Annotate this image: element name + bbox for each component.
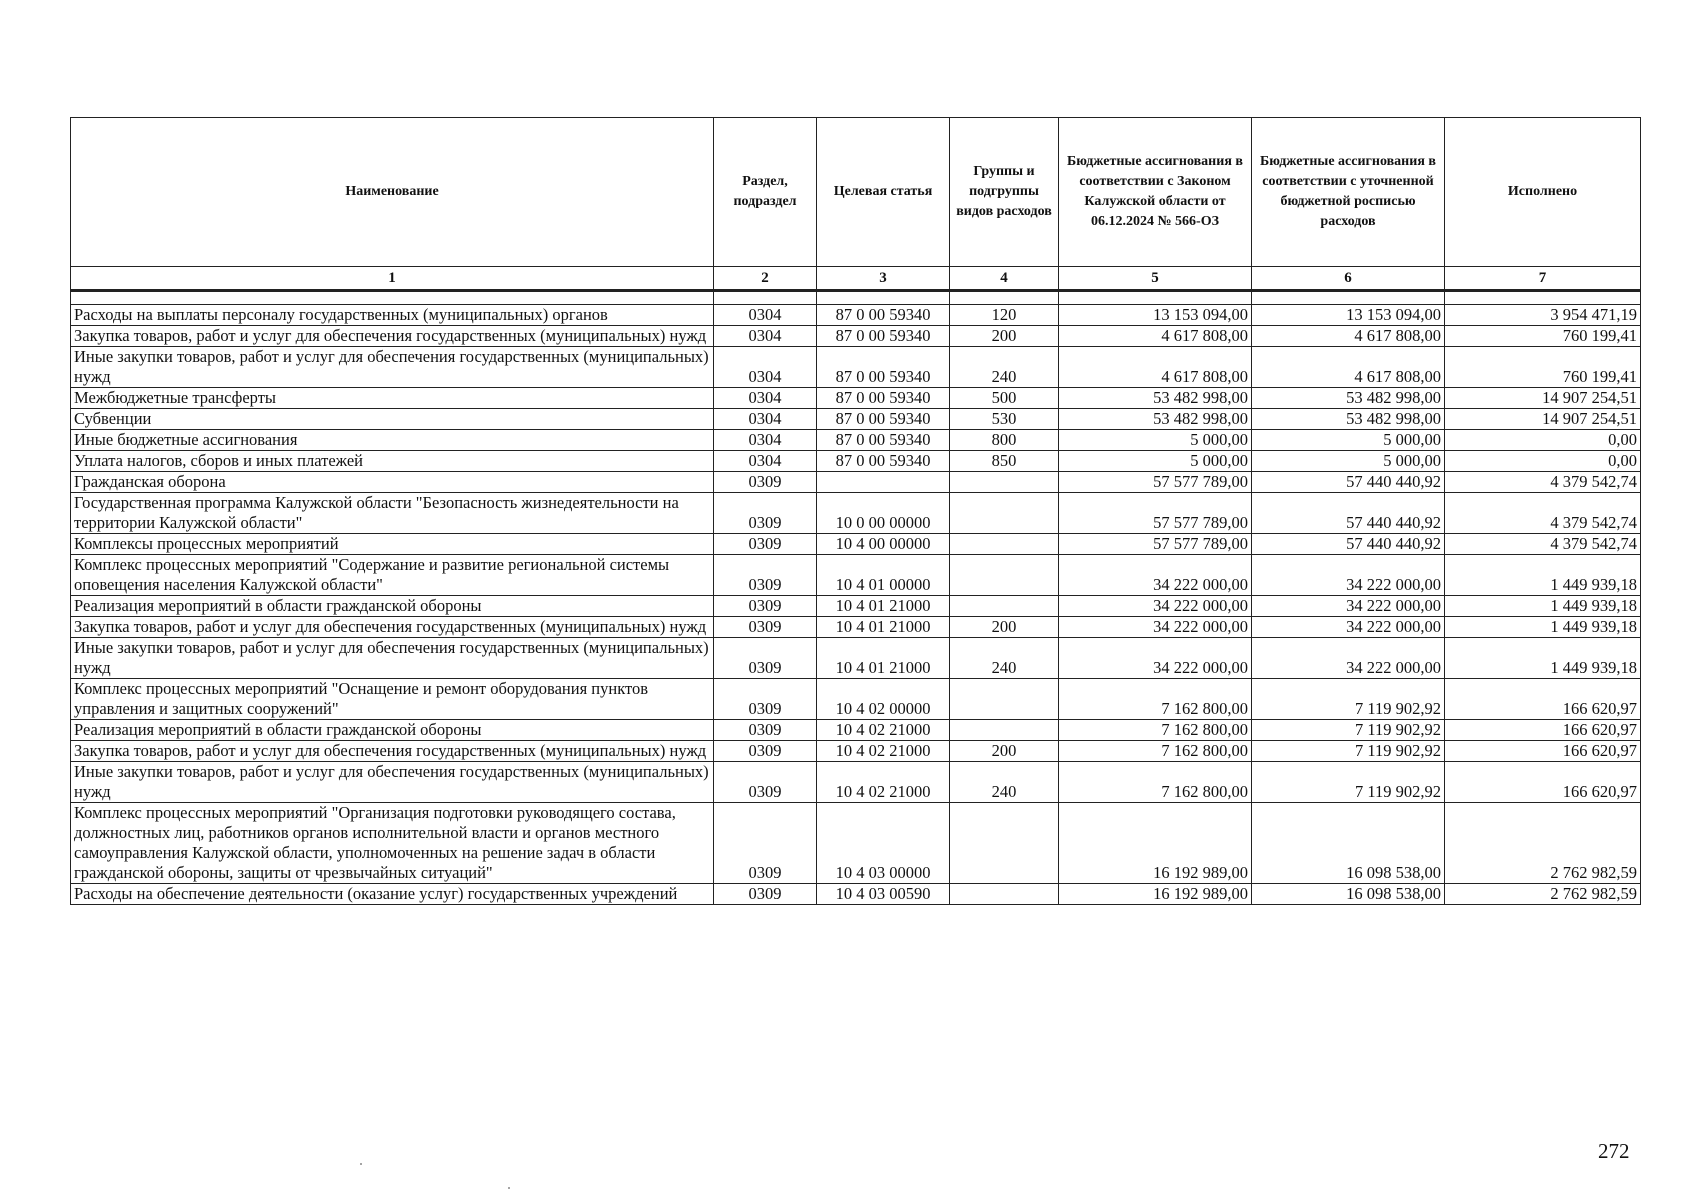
cell-refined-allocation: 57 440 440,92	[1252, 472, 1445, 493]
cell-name: Межбюджетные трансферты	[71, 388, 714, 409]
cell-expense-group: 120	[950, 305, 1059, 326]
cell-section: 0309	[714, 534, 817, 555]
cell-expense-group: 240	[950, 762, 1059, 803]
header-executed: Исполнено	[1445, 118, 1641, 267]
cell-executed: 166 620,97	[1445, 679, 1641, 720]
table-row	[71, 430, 1641, 451]
cell-section: 0304	[714, 430, 817, 451]
cell-target-article: 87 0 00 59340	[817, 326, 950, 347]
cell-expense-group: 200	[950, 617, 1059, 638]
cell-section: 0304	[714, 388, 817, 409]
cell-law-allocation: 34 222 000,00	[1059, 617, 1252, 638]
cell-law-allocation: 7 162 800,00	[1059, 679, 1252, 720]
cell-name: Реализация мероприятий в области гражданской обороны	[71, 596, 714, 617]
cell-executed: 14 907 254,51	[1445, 388, 1641, 409]
cell-refined-allocation: 53 482 998,00	[1252, 388, 1445, 409]
cell-target-article: 10 4 02 21000	[817, 720, 950, 741]
cell-expense-group	[950, 493, 1059, 534]
scan-speck	[508, 1187, 510, 1189]
cell-law-allocation: 53 482 998,00	[1059, 388, 1252, 409]
cell-target-article: 87 0 00 59340	[817, 430, 950, 451]
column-number-row	[71, 267, 1641, 291]
cell-executed: 760 199,41	[1445, 326, 1641, 347]
cell-executed: 760 199,41	[1445, 347, 1641, 388]
cell-refined-allocation: 34 222 000,00	[1252, 638, 1445, 679]
cell-name: Государственная программа Калужской области "Безопасность жизнедеятельности на территории Калужской области"	[71, 493, 714, 534]
cell-executed: 1 449 939,18	[1445, 596, 1641, 617]
cell-section: 0304	[714, 409, 817, 430]
column-number: 1	[71, 267, 714, 291]
cell-target-article: 10 0 00 00000	[817, 493, 950, 534]
cell-refined-allocation: 57 440 440,92	[1252, 534, 1445, 555]
cell-law-allocation: 34 222 000,00	[1059, 596, 1252, 617]
cell-refined-allocation: 5 000,00	[1252, 430, 1445, 451]
cell-section: 0304	[714, 326, 817, 347]
table-row	[71, 720, 1641, 741]
column-number: 6	[1252, 267, 1445, 291]
cell-executed: 3 954 471,19	[1445, 305, 1641, 326]
cell-refined-allocation: 4 617 808,00	[1252, 326, 1445, 347]
cell-section: 0309	[714, 617, 817, 638]
cell-refined-allocation: 4 617 808,00	[1252, 347, 1445, 388]
cell-section: 0309	[714, 472, 817, 493]
cell-refined-allocation: 7 119 902,92	[1252, 762, 1445, 803]
table-row	[71, 409, 1641, 430]
cell-expense-group: 800	[950, 430, 1059, 451]
cell-expense-group	[950, 803, 1059, 884]
cell-refined-allocation: 7 119 902,92	[1252, 720, 1445, 741]
cell-executed: 2 762 982,59	[1445, 884, 1641, 905]
cell-refined-allocation: 16 098 538,00	[1252, 803, 1445, 884]
cell-law-allocation: 7 162 800,00	[1059, 741, 1252, 762]
cell-expense-group	[950, 596, 1059, 617]
cell-target-article: 10 4 01 21000	[817, 596, 950, 617]
cell-name: Закупка товаров, работ и услуг для обеспечения государственных (муниципальных) нужд	[71, 617, 714, 638]
cell-target-article: 87 0 00 59340	[817, 451, 950, 472]
cell-expense-group: 530	[950, 409, 1059, 430]
table-row	[71, 803, 1641, 884]
cell-refined-allocation: 57 440 440,92	[1252, 493, 1445, 534]
table-row	[71, 451, 1641, 472]
table-row	[71, 596, 1641, 617]
cell-law-allocation: 57 577 789,00	[1059, 534, 1252, 555]
cell-law-allocation: 16 192 989,00	[1059, 803, 1252, 884]
cell-expense-group: 240	[950, 638, 1059, 679]
cell-executed: 4 379 542,74	[1445, 472, 1641, 493]
cell-section: 0309	[714, 720, 817, 741]
cell-executed: 4 379 542,74	[1445, 493, 1641, 534]
cell-section: 0309	[714, 638, 817, 679]
column-number: 7	[1445, 267, 1641, 291]
header-target-article: Целевая статья	[817, 118, 950, 267]
cell-law-allocation: 16 192 989,00	[1059, 884, 1252, 905]
table-row	[71, 347, 1641, 388]
cell-executed: 1 449 939,18	[1445, 638, 1641, 679]
cell-expense-group	[950, 884, 1059, 905]
cell-target-article: 10 4 02 21000	[817, 762, 950, 803]
header-expense-group: Группы и подгруппы видов расходов	[950, 118, 1059, 267]
cell-section: 0309	[714, 596, 817, 617]
table-row	[71, 617, 1641, 638]
cell-executed: 1 449 939,18	[1445, 555, 1641, 596]
cell-law-allocation: 13 153 094,00	[1059, 305, 1252, 326]
cell-refined-allocation: 53 482 998,00	[1252, 409, 1445, 430]
cell-section: 0309	[714, 555, 817, 596]
cell-name: Комплекс процессных мероприятий "Содержание и развитие региональной системы оповещения населения Калужской области"	[71, 555, 714, 596]
cell-section: 0309	[714, 884, 817, 905]
cell-name: Закупка товаров, работ и услуг для обеспечения государственных (муниципальных) нужд	[71, 326, 714, 347]
header-refined-allocations: Бюджетные ассигнования в соответствии с уточненной бюджетной росписью расходов	[1252, 118, 1445, 267]
cell-law-allocation: 34 222 000,00	[1059, 638, 1252, 679]
cell-name: Гражданская оборона	[71, 472, 714, 493]
cell-name: Реализация мероприятий в области гражданской обороны	[71, 720, 714, 741]
cell-refined-allocation: 34 222 000,00	[1252, 555, 1445, 596]
cell-expense-group: 500	[950, 388, 1059, 409]
cell-law-allocation: 57 577 789,00	[1059, 472, 1252, 493]
cell-name: Иные закупки товаров, работ и услуг для обеспечения государственных (муниципальных) нужд	[71, 347, 714, 388]
cell-executed: 4 379 542,74	[1445, 534, 1641, 555]
cell-law-allocation: 53 482 998,00	[1059, 409, 1252, 430]
cell-executed: 2 762 982,59	[1445, 803, 1641, 884]
cell-law-allocation: 5 000,00	[1059, 451, 1252, 472]
cell-name: Иные закупки товаров, работ и услуг для обеспечения государственных (муниципальных) нужд	[71, 762, 714, 803]
column-number: 3	[817, 267, 950, 291]
cell-law-allocation: 34 222 000,00	[1059, 555, 1252, 596]
cell-target-article: 10 4 03 00000	[817, 803, 950, 884]
cell-target-article: 10 4 00 00000	[817, 534, 950, 555]
cell-name: Иные закупки товаров, работ и услуг для обеспечения государственных (муниципальных) нужд	[71, 638, 714, 679]
table-row	[71, 534, 1641, 555]
cell-name: Комплекс процессных мероприятий "Организация подготовки руководящего состава, должностных лиц, работников органов исполнительной власти и органов местного самоуправления Калужской области, уполномоченных на решение задач в области гражданской обороны, защиты от чрезвычайных ситуаций"	[71, 803, 714, 884]
budget-table	[70, 117, 1641, 905]
cell-name: Расходы на выплаты персоналу государственных (муниципальных) органов	[71, 305, 714, 326]
page-number: 272	[1598, 1139, 1630, 1163]
table-row	[71, 555, 1641, 596]
cell-expense-group: 200	[950, 326, 1059, 347]
cell-name: Расходы на обеспечение деятельности (оказание услуг) государственных учреждений	[71, 884, 714, 905]
cell-refined-allocation: 13 153 094,00	[1252, 305, 1445, 326]
cell-expense-group	[950, 534, 1059, 555]
cell-expense-group: 850	[950, 451, 1059, 472]
cell-expense-group	[950, 555, 1059, 596]
table-row	[71, 762, 1641, 803]
cell-executed: 166 620,97	[1445, 741, 1641, 762]
table-body	[71, 291, 1641, 905]
cell-executed: 166 620,97	[1445, 762, 1641, 803]
table-row	[71, 741, 1641, 762]
table-row	[71, 305, 1641, 326]
cell-section: 0309	[714, 679, 817, 720]
column-number: 2	[714, 267, 817, 291]
cell-law-allocation: 5 000,00	[1059, 430, 1252, 451]
table-row	[71, 472, 1641, 493]
header-row	[71, 118, 1641, 267]
cell-section: 0309	[714, 493, 817, 534]
cell-section: 0304	[714, 305, 817, 326]
cell-target-article	[817, 472, 950, 493]
cell-target-article: 87 0 00 59340	[817, 347, 950, 388]
cell-law-allocation: 7 162 800,00	[1059, 762, 1252, 803]
cell-name: Комплекс процессных мероприятий "Оснащение и ремонт оборудования пунктов управления и защитных сооружений"	[71, 679, 714, 720]
cell-section: 0304	[714, 347, 817, 388]
cell-law-allocation: 7 162 800,00	[1059, 720, 1252, 741]
scan-speck	[360, 1163, 362, 1165]
cell-target-article: 10 4 03 00590	[817, 884, 950, 905]
cell-name: Субвенции	[71, 409, 714, 430]
cell-expense-group	[950, 720, 1059, 741]
cell-expense-group: 200	[950, 741, 1059, 762]
cell-target-article: 87 0 00 59340	[817, 409, 950, 430]
cell-section: 0309	[714, 741, 817, 762]
cell-executed: 0,00	[1445, 430, 1641, 451]
cell-name: Иные бюджетные ассигнования	[71, 430, 714, 451]
cell-refined-allocation: 16 098 538,00	[1252, 884, 1445, 905]
cell-target-article: 87 0 00 59340	[817, 305, 950, 326]
cell-target-article: 10 4 01 00000	[817, 555, 950, 596]
cell-section: 0304	[714, 451, 817, 472]
cell-expense-group	[950, 472, 1059, 493]
column-number: 4	[950, 267, 1059, 291]
header-section: Раздел, подраздел	[714, 118, 817, 267]
cell-executed: 0,00	[1445, 451, 1641, 472]
cell-name: Закупка товаров, работ и услуг для обеспечения государственных (муниципальных) нужд	[71, 741, 714, 762]
cell-target-article: 10 4 02 00000	[817, 679, 950, 720]
cell-name: Уплата налогов, сборов и иных платежей	[71, 451, 714, 472]
table-row	[71, 388, 1641, 409]
cell-refined-allocation: 5 000,00	[1252, 451, 1445, 472]
cell-target-article: 10 4 01 21000	[817, 617, 950, 638]
cell-refined-allocation: 7 119 902,92	[1252, 741, 1445, 762]
cell-executed: 1 449 939,18	[1445, 617, 1641, 638]
cell-law-allocation: 57 577 789,00	[1059, 493, 1252, 534]
cell-law-allocation: 4 617 808,00	[1059, 347, 1252, 388]
header-law-allocations: Бюджетные ассигнования в соответствии с Законом Калужской области от 06.12.2024 № 566-ОЗ	[1059, 118, 1252, 267]
spacer-row	[71, 291, 1641, 305]
cell-refined-allocation: 34 222 000,00	[1252, 596, 1445, 617]
table-row	[71, 493, 1641, 534]
cell-executed: 166 620,97	[1445, 720, 1641, 741]
table-row	[71, 884, 1641, 905]
cell-target-article: 87 0 00 59340	[817, 388, 950, 409]
cell-refined-allocation: 34 222 000,00	[1252, 617, 1445, 638]
table-row	[71, 638, 1641, 679]
column-number: 5	[1059, 267, 1252, 291]
table-row	[71, 326, 1641, 347]
cell-section: 0309	[714, 762, 817, 803]
cell-name: Комплексы процессных мероприятий	[71, 534, 714, 555]
cell-target-article: 10 4 01 21000	[817, 638, 950, 679]
cell-expense-group: 240	[950, 347, 1059, 388]
cell-section: 0309	[714, 803, 817, 884]
cell-law-allocation: 4 617 808,00	[1059, 326, 1252, 347]
cell-executed: 14 907 254,51	[1445, 409, 1641, 430]
table-row	[71, 679, 1641, 720]
cell-refined-allocation: 7 119 902,92	[1252, 679, 1445, 720]
cell-expense-group	[950, 679, 1059, 720]
cell-target-article: 10 4 02 21000	[817, 741, 950, 762]
header-name: Наименование	[71, 118, 714, 267]
